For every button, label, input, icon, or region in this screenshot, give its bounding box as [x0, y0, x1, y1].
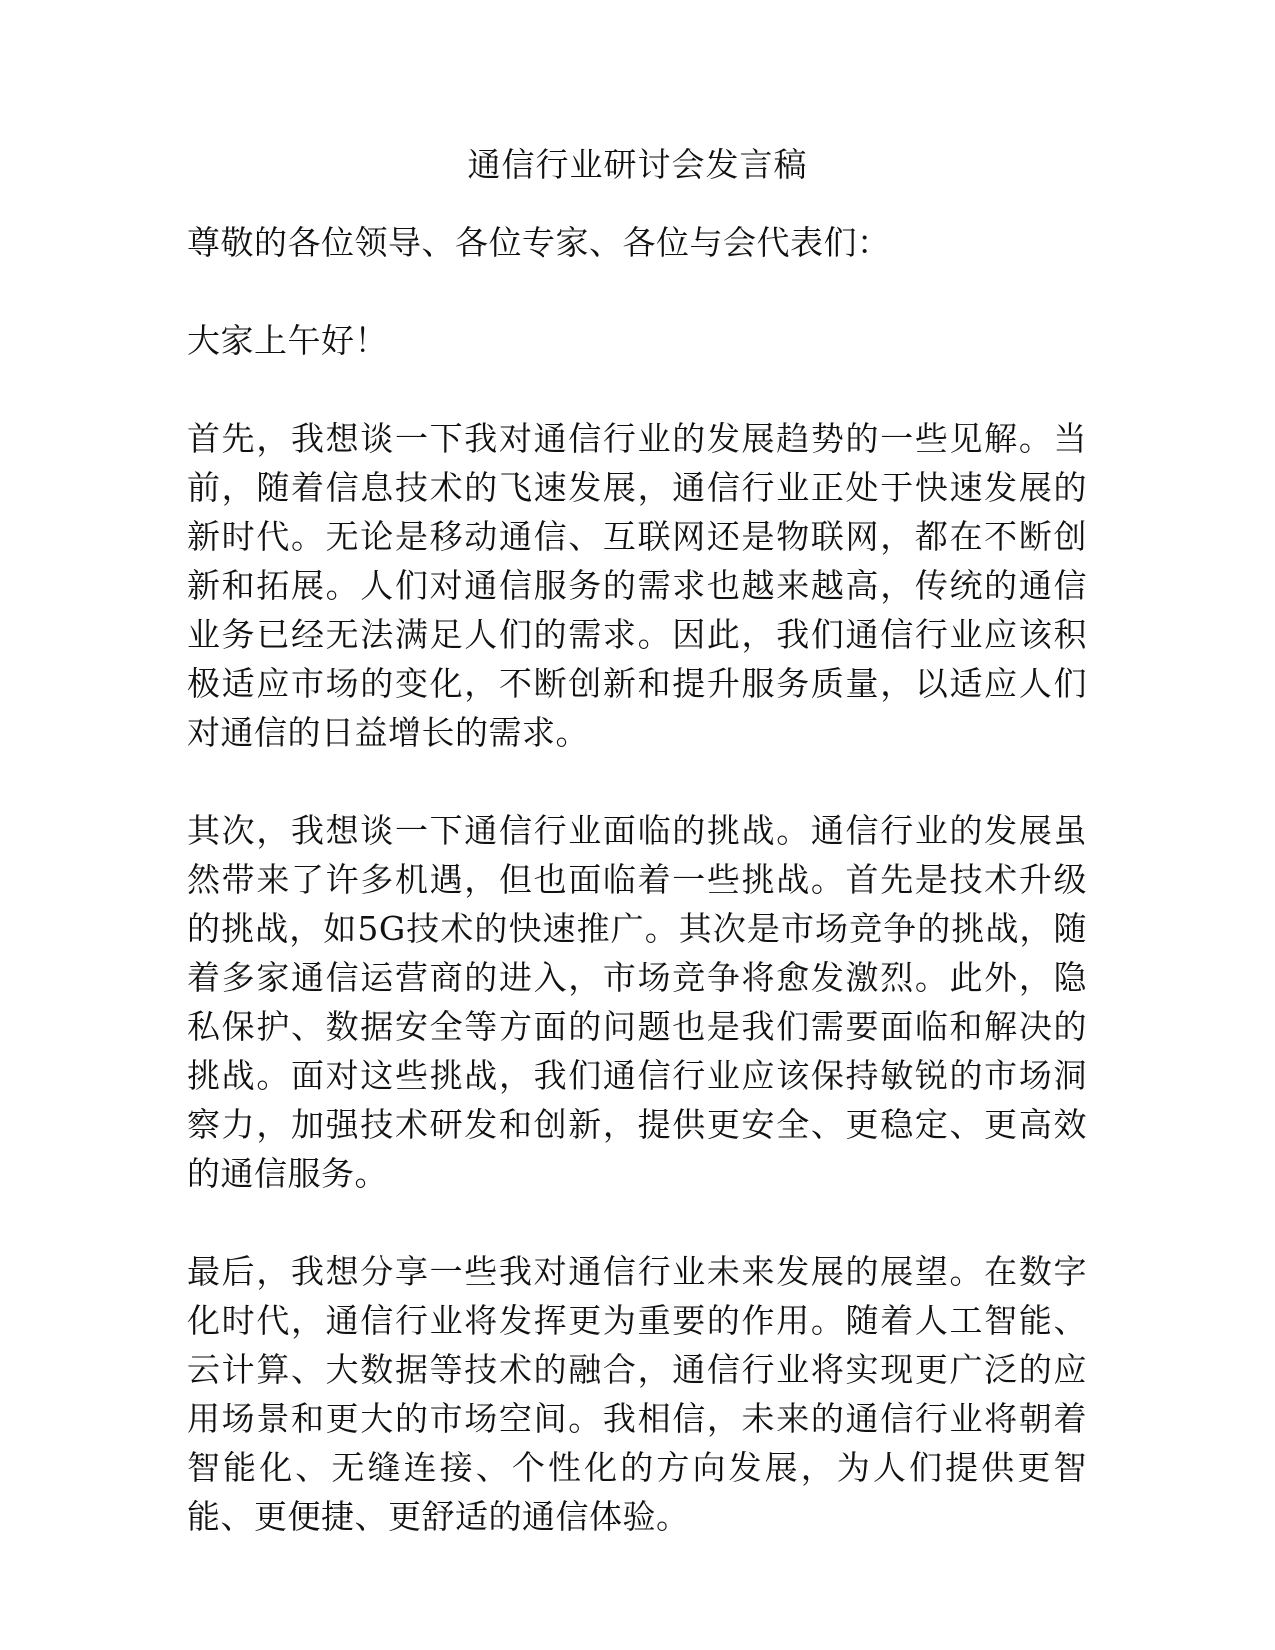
paragraph-trends: 首先，我想谈一下我对通信行业的发展趋势的一些见解。当前，随着信息技术的飞速发展，通信行业正处于快速发展的新时代。无论是移动通信、互联网还是物联网，都在不断创新和拓展。人们对通信服务的需求也越来越高，传统的通信业务已经无法满足人们的需求。因此，我们通信行业应该积极适应市场的变化，不断创新和提升服务质量，以适应人们对通信的日益增长的需求。 — [187, 419, 1087, 752]
salutation: 尊敬的各位领导、各位专家、各位与会代表们： — [187, 223, 891, 262]
document-body — [187, 218, 1087, 1541]
document-title: 通信行业研讨会发言稿 — [467, 145, 808, 184]
paragraph-outlook: 最后，我想分享一些我对通信行业未来发展的展望。在数字化时代，通信行业将发挥更为重要的作用。随着人工智能、云计算、大数据等技术的融合，通信行业将实现更广泛的应用场景和更大的市场空间。我相信，未来的通信行业将朝着智能化、无缝连接、个性化的方向发展，为人们提供更智能、更便捷、更舒适的通信体验。 — [187, 1252, 1087, 1536]
greeting-line: 大家上午好！ — [187, 321, 388, 360]
paragraph-challenges: 其次，我想谈一下通信行业面临的挑战。通信行业的发展虽然带来了许多机遇，但也面临着一些挑战。首先是技术升级的挑战，如5G技术的快速推广。其次是市场竞争的挑战，随着多家通信运营商的进入，市场竞争将愈发激烈。此外，隐私保护、数据安全等方面的问题也是我们需要面临和解决的挑战。面对这些挑战，我们通信行业应该保持敏锐的市场洞察力，加强技术研发和创新，提供更安全、更稳定、更高效的通信服务。 — [187, 811, 1087, 1193]
